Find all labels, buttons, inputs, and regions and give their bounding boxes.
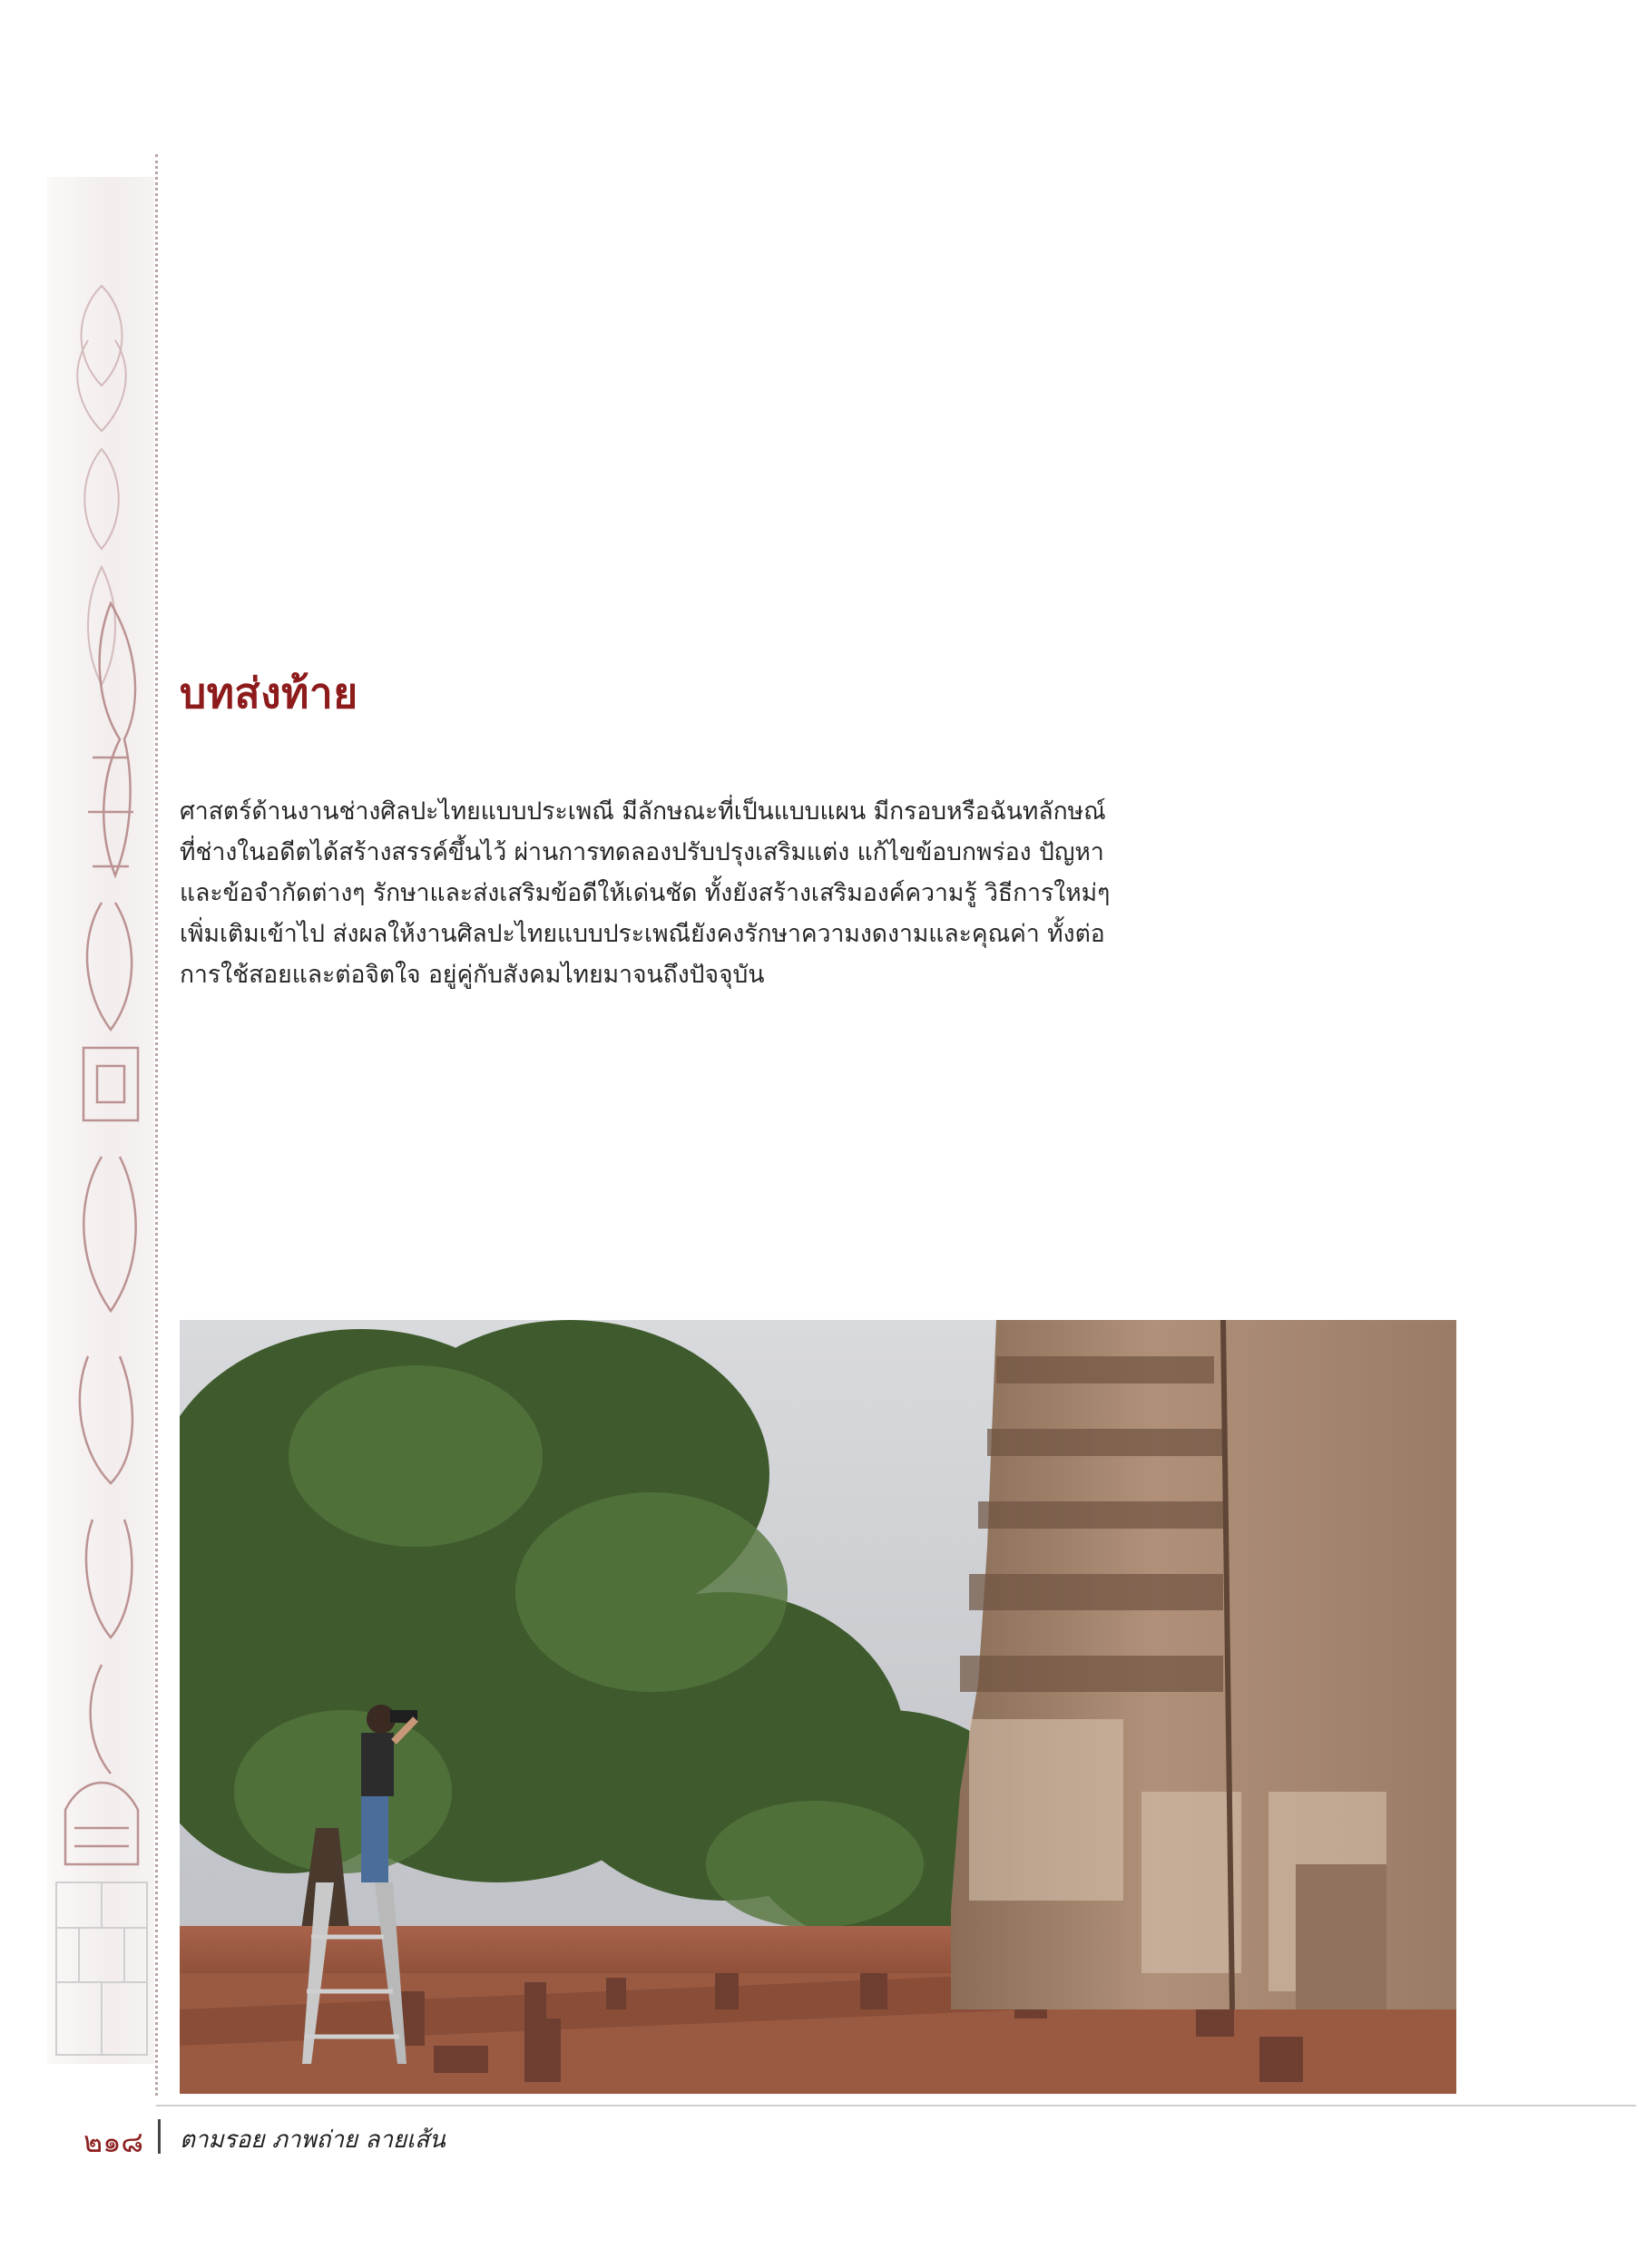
paragraph-line: การใช้สอยและต่อจิตใจ อยู่คู่กับสังคมไทยมาจนถึงปัจจุบัน	[180, 961, 765, 989]
paragraph-line: เพิ่มเติมเข้าไป ส่งผลให้งานศิลปะไทยแบบประเพณียังคงรักษาความงดงามและคุณค่า ทั้งต่อ	[180, 920, 1105, 948]
thai-pattern-ornament	[47, 177, 154, 2064]
decorative-ornament-strip	[47, 177, 154, 2064]
margin-dotted-rule	[155, 154, 158, 2096]
temple-photograph	[180, 1320, 1456, 2094]
paragraph-line: และข้อจำกัดต่างๆ รักษาและส่งเสริมข้อดีให้เด่นชัด ทั้งยังสร้างเสริมองค์ความรู้ วิธีการใหม่ๆ	[180, 879, 1111, 907]
section-heading: บทส่งท้าย	[180, 669, 358, 718]
photographer-at-temple-image	[180, 1320, 1456, 2094]
body-paragraph	[180, 791, 1132, 995]
paragraph-line: ที่ช่างในอดีตได้สร้างสรรค์ขึ้นไว้ ผ่านการทดลองปรับปรุงเสริมแต่ง แก้ไขข้อบกพร่อง ปัญหา	[180, 838, 1104, 866]
footer-divider	[156, 2105, 1636, 2107]
paragraph-line: ศาสตร์ด้านงานช่างศิลปะไทยแบบประเพณี มีลักษณะที่เป็นแบบแผน มีกรอบหรือฉันทลักษณ์	[180, 797, 1106, 826]
running-title: ตามรอย ภาพถ่าย ลายเส้น	[180, 2126, 446, 2154]
page-number: ๒๑๘	[83, 2125, 144, 2159]
footer-separator-bar	[158, 2119, 161, 2154]
